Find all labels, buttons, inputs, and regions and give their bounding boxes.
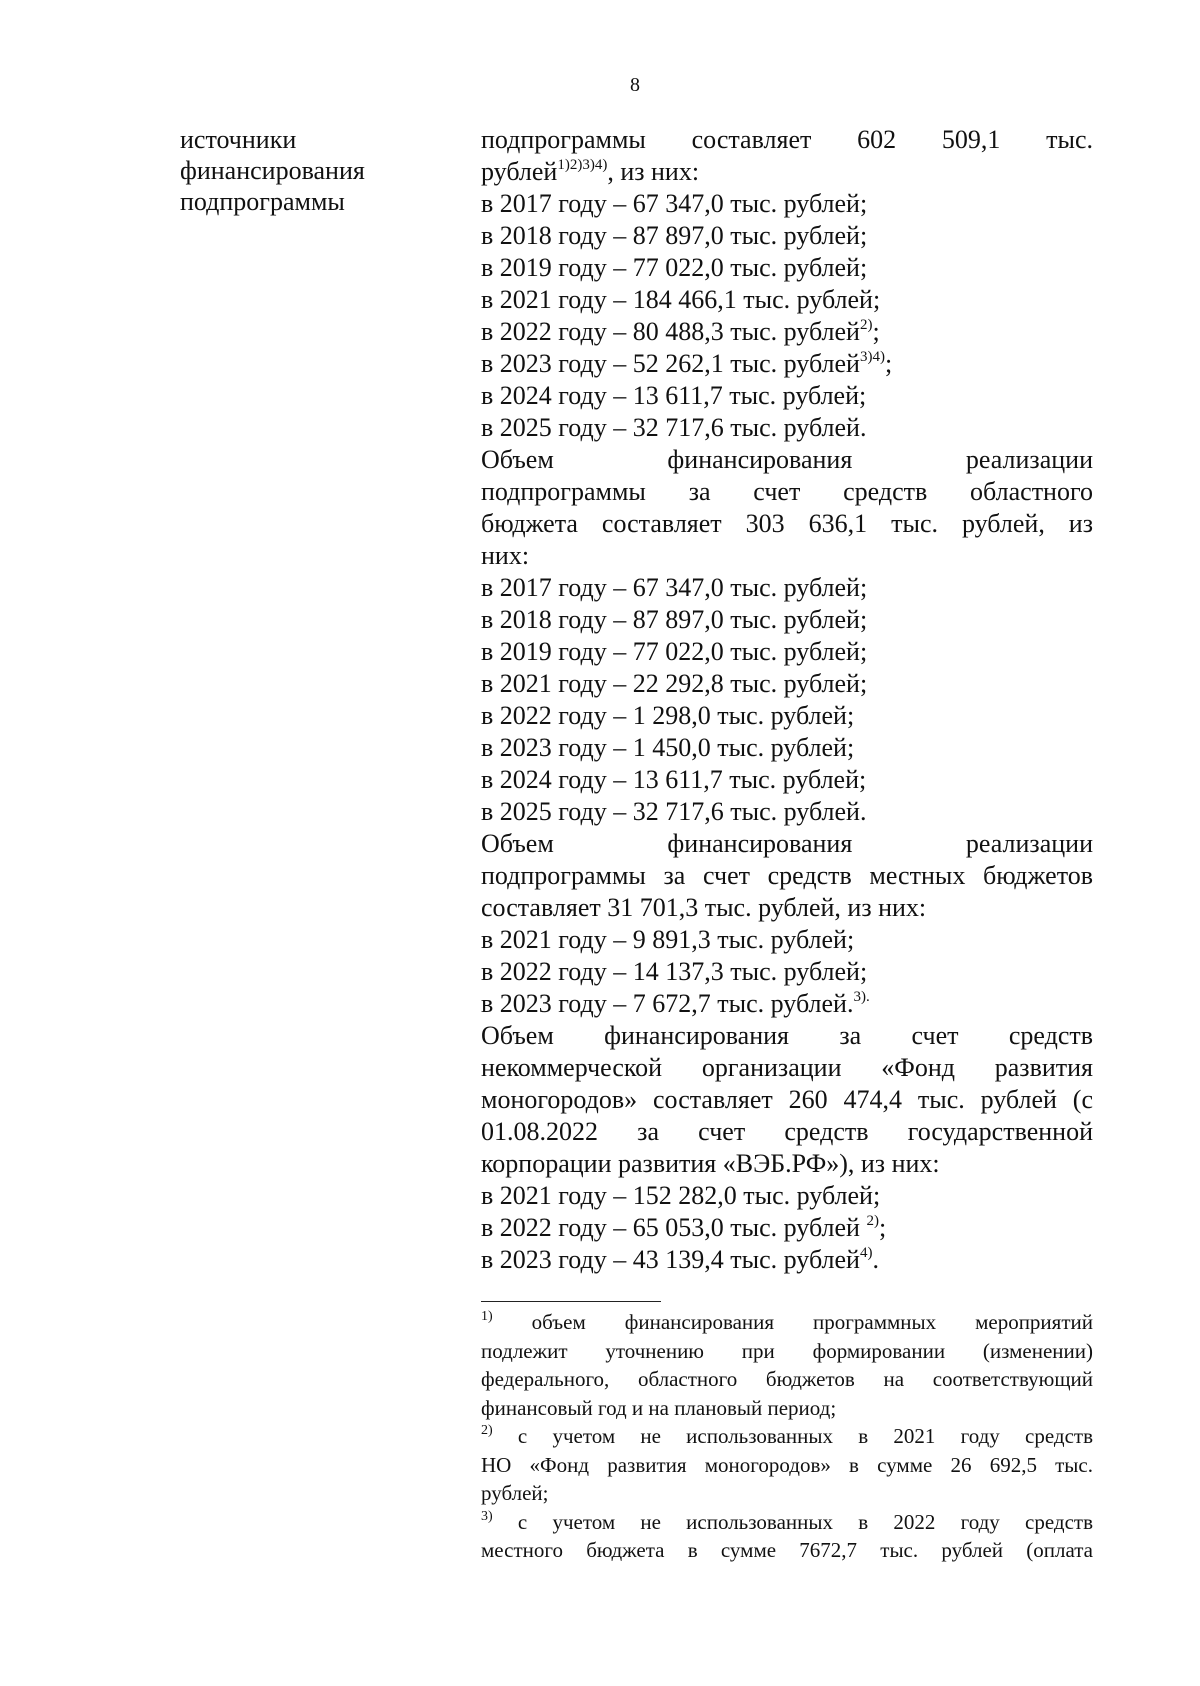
text-line <box>481 604 1093 636</box>
text-line-content: в 2025 году – 32 717,6 тыс. рублей. <box>481 797 867 826</box>
text-line-content: в 2021 году – 22 292,8 тыс. рублей; <box>481 669 868 698</box>
text-line-content: 01.08.2022 за счет средств государственной <box>481 1117 1093 1146</box>
text-line <box>481 444 1093 476</box>
footnote-text: с учетом не использованных в 2022 году средств <box>492 1509 1093 1534</box>
footnote-line <box>481 1536 1093 1565</box>
text-line-content: в 2022 году – 14 137,3 тыс. рублей; <box>481 957 868 986</box>
text-line <box>481 252 1093 284</box>
text-line-suffix: ; <box>878 1213 887 1242</box>
text-line-content: составляет 31 701,3 тыс. рублей, из них: <box>481 893 927 922</box>
footnote-text: финансовый год и на плановый период; <box>481 1395 837 1420</box>
text-line-content: в 2022 году – 1 298,0 тыс. рублей; <box>481 701 855 730</box>
text-line <box>481 1116 1093 1148</box>
text-line-content: в 2025 году – 32 717,6 тыс. рублей. <box>481 413 867 442</box>
footnote-marker: 1) <box>481 1309 493 1324</box>
text-line-content: в 2021 году – 184 466,1 тыс. рублей; <box>481 285 881 314</box>
footnote-ref: 4) <box>859 1245 873 1261</box>
text-line <box>481 572 1093 604</box>
text-line <box>481 412 1093 444</box>
text-line-content: в 2019 году – 77 022,0 тыс. рублей; <box>481 637 868 666</box>
text-line <box>481 124 1093 156</box>
text-line <box>481 700 1093 732</box>
row-label-line: финансирования <box>180 156 365 185</box>
footnote-ref: 3)4) <box>859 349 885 365</box>
text-line-content: в 2024 году – 13 611,7 тыс. рублей; <box>481 381 867 410</box>
footnote-text: объем финансирования программных мероприятий <box>492 1310 1093 1334</box>
row-label-line: источники <box>180 125 297 154</box>
text-line-content: моногородов» составляет 260 474,4 тыс. рублей (с <box>481 1085 1093 1114</box>
text-line <box>481 732 1093 764</box>
text-line <box>481 1084 1093 1116</box>
text-line <box>481 828 1093 860</box>
row-label-line: подпрограммы <box>180 187 345 216</box>
text-line <box>481 156 1093 188</box>
text-line <box>481 636 1093 668</box>
footnote-text: рублей; <box>481 1481 549 1505</box>
text-line <box>481 1212 1093 1244</box>
text-line-suffix: . <box>872 1245 879 1274</box>
footnote-ref: 2) <box>866 1213 879 1229</box>
text-line-suffix: , из них: <box>607 157 700 186</box>
text-line <box>481 348 1093 380</box>
text-line-content: подпрограммы за счет средств местных бюджетов <box>481 861 1093 890</box>
text-line-content: в 2023 году – 7 672,7 тыс. рублей. <box>481 989 854 1018</box>
footnote-text: с учетом не использованных в 2021 году средств <box>492 1424 1093 1448</box>
row-label <box>180 124 480 217</box>
funding-details <box>481 124 1093 1276</box>
text-line <box>481 476 1093 508</box>
text-line <box>481 188 1093 220</box>
footnote-line <box>481 1451 1093 1480</box>
text-line <box>481 924 1093 956</box>
text-line-content: в 2021 году – 152 282,0 тыс. рублей; <box>481 1181 881 1210</box>
text-line <box>481 1052 1093 1084</box>
text-line-content: в 2023 году – 1 450,0 тыс. рублей; <box>481 733 855 762</box>
text-line-content: них: <box>481 541 530 570</box>
footnotes <box>481 1308 1093 1565</box>
text-line <box>481 540 1093 572</box>
footnote-marker: 2) <box>481 1423 493 1438</box>
text-line <box>481 316 1093 348</box>
text-line-content: Объем финансирования реализации <box>481 445 1093 474</box>
text-line <box>481 796 1093 828</box>
text-line <box>481 892 1093 924</box>
footnote-line <box>481 1479 1093 1508</box>
text-line <box>481 220 1093 252</box>
text-line-content: в 2022 году – 65 053,0 тыс. рублей <box>481 1213 867 1242</box>
text-line-content: в 2021 году – 9 891,3 тыс. рублей; <box>481 925 855 954</box>
footnote-marker: 3) <box>481 1508 493 1524</box>
text-line-content: в 2023 году – 43 139,4 тыс. рублей <box>481 1245 860 1274</box>
text-line <box>481 1180 1093 1212</box>
text-line-content: в 2017 году – 67 347,0 тыс. рублей; <box>481 573 868 602</box>
text-line-content: в 2024 году – 13 611,7 тыс. рублей; <box>481 765 867 794</box>
text-line-content: бюджета составляет 303 636,1 тыс. рублей, из <box>481 509 1093 538</box>
footnote-line <box>481 1308 1093 1337</box>
text-line-content: в 2022 году – 80 488,3 тыс. рублей <box>481 317 860 346</box>
footnote-line <box>481 1394 1093 1423</box>
footnote-text: местного бюджета в сумме 7672,7 тыс. рублей (оплата <box>481 1538 1093 1562</box>
text-line <box>481 988 1093 1020</box>
text-line-content: в 2023 году – 52 262,1 тыс. рублей <box>481 349 860 378</box>
text-line <box>481 956 1093 988</box>
footnote-ref: 3). <box>853 989 870 1005</box>
text-line-content: подпрограммы за счет средств областного <box>481 477 1093 506</box>
footnote-line <box>481 1422 1093 1451</box>
text-line <box>481 1020 1093 1052</box>
footnote-text: подлежит уточнению при формировании (изменении) <box>481 1338 1093 1363</box>
footnote-text: федерального, областного бюджетов на соответствующий <box>481 1367 1093 1391</box>
footnote-line <box>481 1365 1093 1394</box>
text-line-content: подпрограммы составляет 602 509,1 тыс. <box>481 125 1093 154</box>
text-line-suffix: ; <box>872 317 880 346</box>
text-line-content: Объем финансирования реализации <box>481 829 1093 858</box>
text-line <box>481 508 1093 540</box>
text-line-suffix: ; <box>884 349 893 378</box>
text-line-content: некоммерческой организации «Фонд развития <box>481 1053 1093 1082</box>
text-line <box>481 284 1093 316</box>
footnote-line <box>481 1337 1093 1366</box>
footnote-ref: 2) <box>859 317 873 333</box>
text-line-content: в 2018 году – 87 897,0 тыс. рублей; <box>481 221 868 250</box>
text-line-content: в 2018 году – 87 897,0 тыс. рублей; <box>481 605 868 634</box>
text-line <box>481 380 1093 412</box>
text-line-content: в 2017 году – 67 347,0 тыс. рублей; <box>481 189 868 218</box>
text-line <box>481 668 1093 700</box>
text-line <box>481 860 1093 892</box>
text-line <box>481 764 1093 796</box>
footnote-ref: 1)2)3)4) <box>557 157 608 173</box>
footnote-text: НО «Фонд развития моногородов» в сумме 26 692,5 тыс. <box>481 1452 1093 1477</box>
text-line-content: корпорации развития «ВЭБ.РФ»), из них: <box>481 1149 940 1178</box>
text-line <box>481 1244 1093 1276</box>
text-line-content: в 2019 году – 77 022,0 тыс. рублей; <box>481 253 868 282</box>
footnote-line <box>481 1508 1093 1537</box>
text-line-content: Объем финансирования за счет средств <box>481 1021 1093 1050</box>
text-line-content: рублей <box>481 157 558 186</box>
page-number: 8 <box>630 74 640 96</box>
text-line <box>481 1148 1093 1180</box>
footnote-divider <box>481 1301 661 1302</box>
